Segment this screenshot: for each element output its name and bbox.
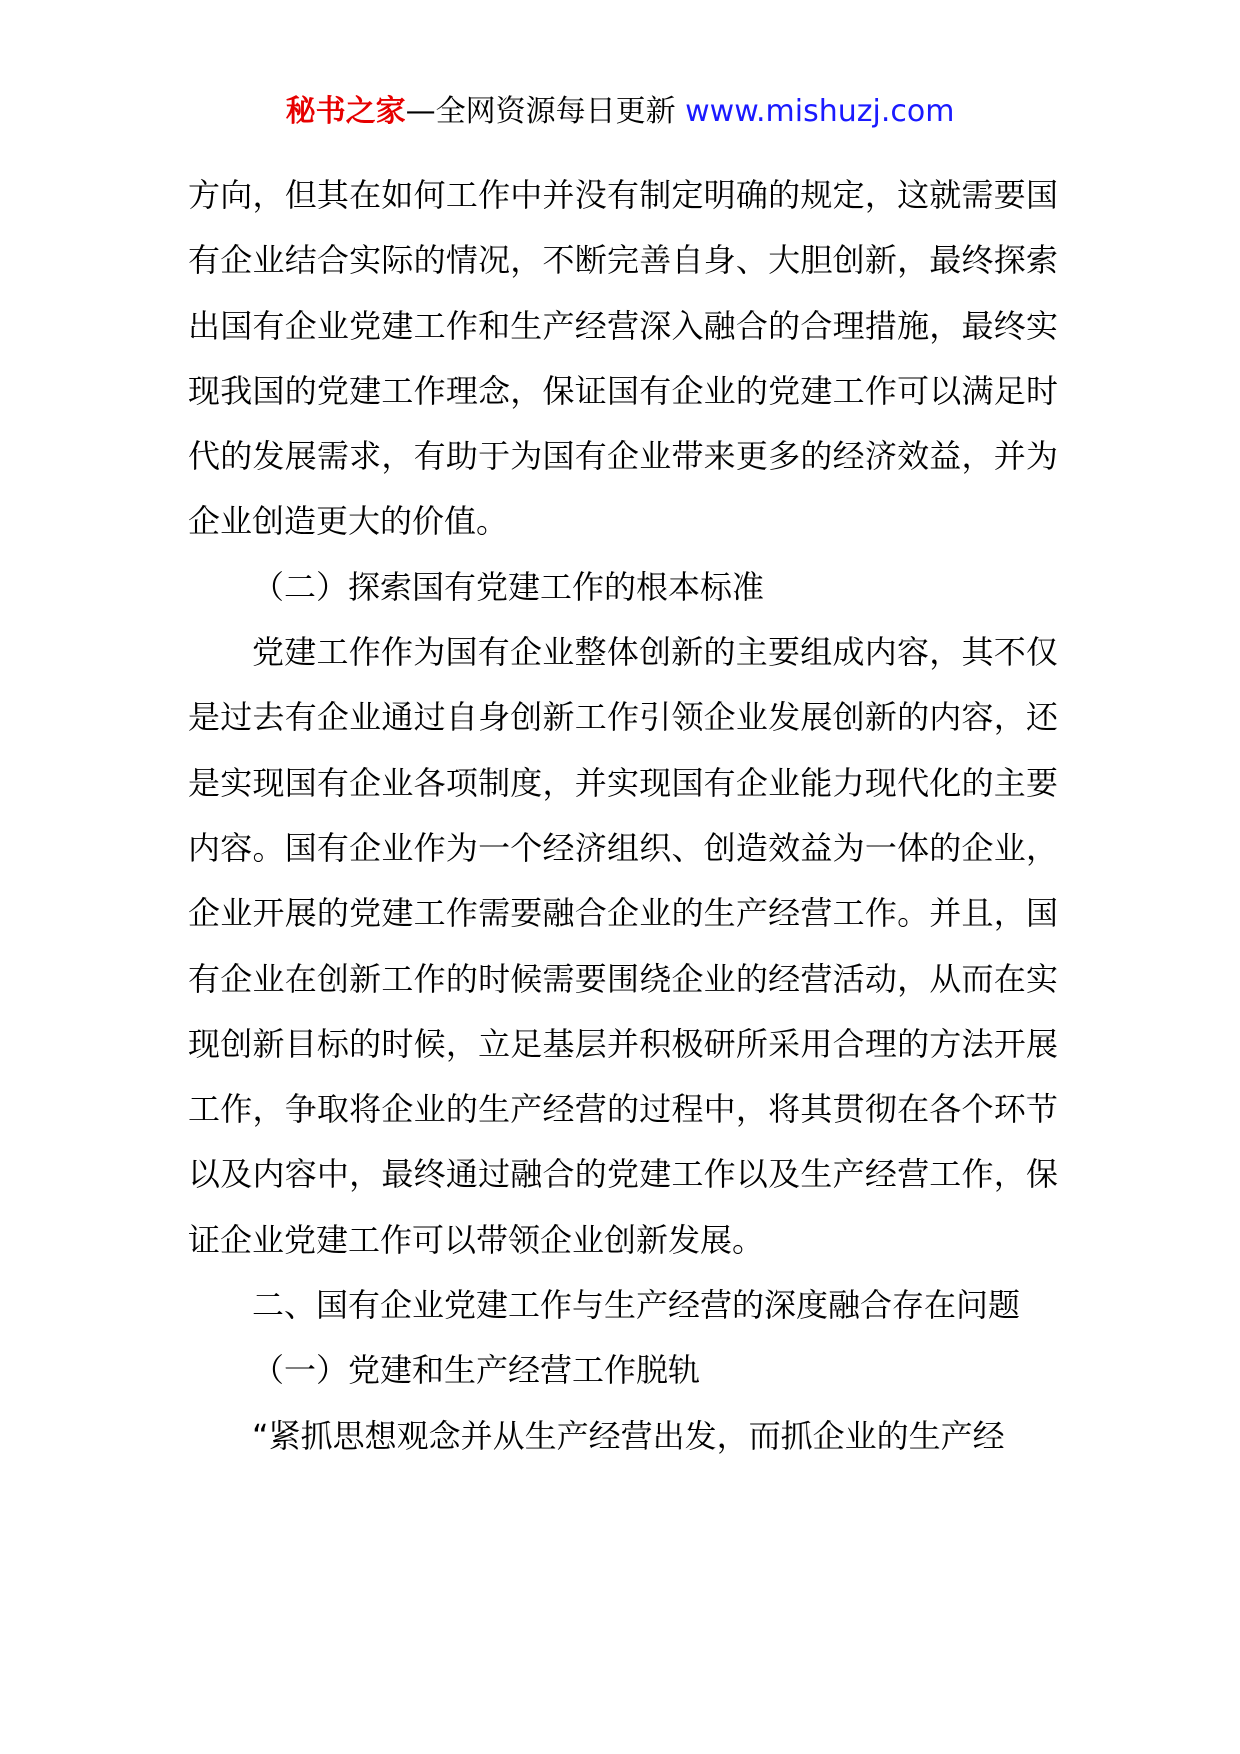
site-brand: 秘书之家 [285, 94, 406, 129]
paragraph-party-building: 党建工作作为国有企业整体创新的主要组成内容，其不仅是过去有企业通过自身创新工作引领企业发展创新的内容，还是实现国有企业各项制度，并实现国有企业能力现代化的主要内容。国有企业作为一个经济组织、创造效益为一体的企业，企业开展的党建工作需要融合企业的生产经营工作。并且，国有企业在创新工作的时候需要围绕企业的经营活动，从而在实现创新目标的时候，立足基层并积极研所采用合理的方法开展工作，争取将企业的生产经营的过程中，将其贯彻在各个环节以及内容中，最终通过融合的党建工作以及生产经营工作，保证企业党建工作可以带领企业创新发展。 [188, 633, 1058, 1259]
section-heading-2: （二）探索国有党建工作的根本标准 [252, 567, 765, 606]
site-url-link[interactable]: www.mishuzj.com [685, 94, 955, 129]
section-heading-1: （一）党建和生产经营工作脱轨 [252, 1351, 701, 1390]
site-header [0, 92, 1240, 132]
chapter-heading-2: 二、国有企业党建工作与生产经营的深度融合存在问题 [252, 1286, 1021, 1325]
paragraph-continuation: 方向，但其在如何工作中并没有制定明确的规定，这就需要国有企业结合实际的情况，不断完善自身、大胆创新，最终探索出国有企业党建工作和生产经营深入融合的合理措施，最终实现我国的党建工作理念，保证国有企业的党建工作可以满足时代的发展需求，有助于为国有企业带来更多的经济效益，并为企业创造更大的价值。 [188, 176, 1058, 541]
paragraph-quote-start: “紧抓思想观念并从生产经营出发，而抓企业的生产经 [252, 1416, 1005, 1455]
site-slogan: —全网资源每日更新 [405, 94, 686, 129]
document-body [188, 163, 1058, 1469]
